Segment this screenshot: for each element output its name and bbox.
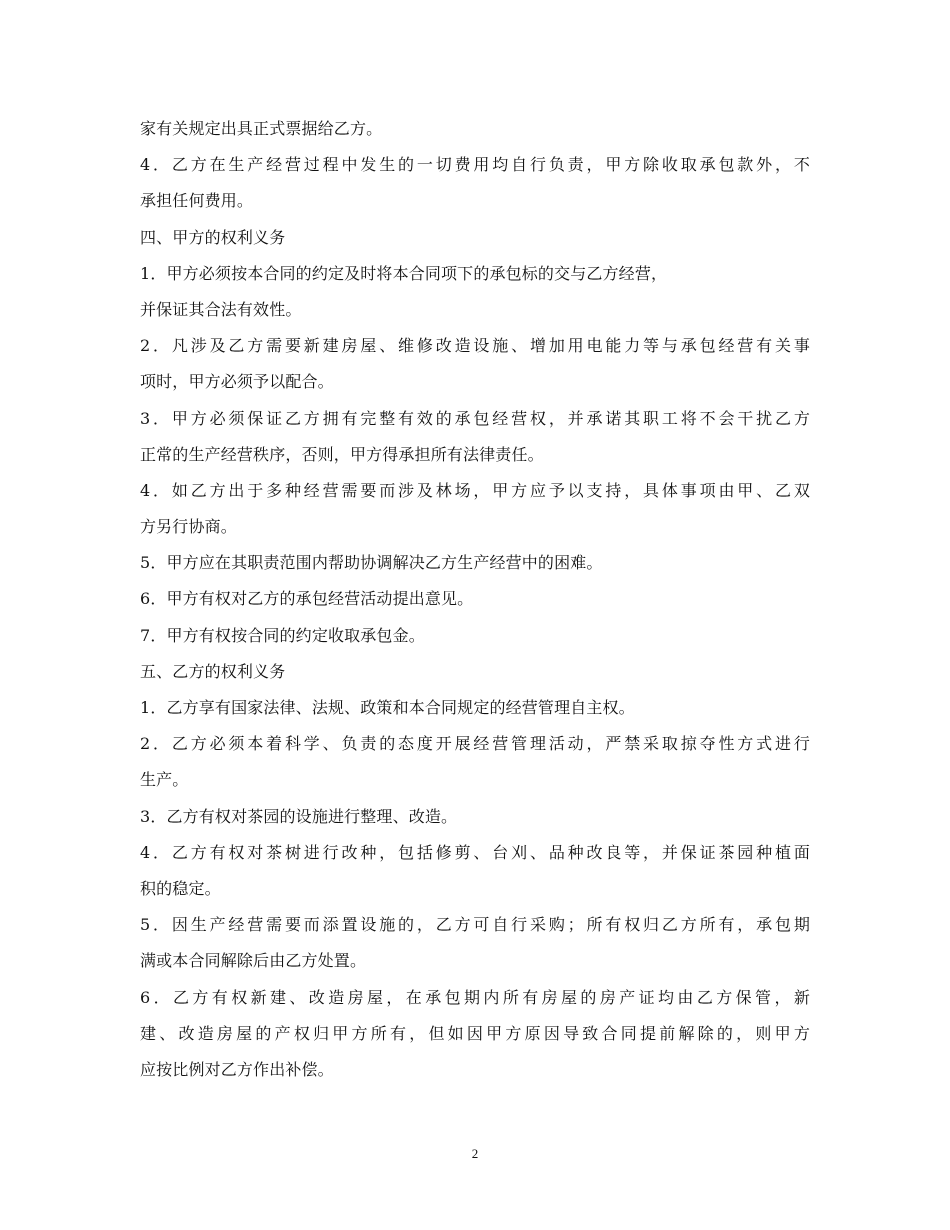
text-line: 正常的生产经营秩序，否则，甲方得承担所有法律责任。: [140, 444, 544, 464]
text-line: 2．乙方必须本着科学、负责的态度开展经营管理活动，严禁采取掠夺性方式进行: [140, 734, 810, 754]
page-number: 2: [471, 1146, 479, 1161]
text-line: 并保证其合法有效性。: [140, 299, 302, 319]
text-line: 5．因生产经营需要而添置设施的，乙方可自行采购；所有权归乙方所有，承包期: [140, 915, 810, 935]
text-line: 项时，甲方必须予以配合。: [140, 372, 334, 392]
text-line: 生产。: [140, 770, 189, 790]
text-line: 应按比例对乙方作出补偿。: [140, 1059, 334, 1079]
text-line: 4．乙方有权对茶树进行改种，包括修剪、台刈、品种改良等，并保证茶园种植面: [140, 842, 810, 862]
text-line: 6．乙方有权新建、改造房屋，在承包期内所有房屋的房产证均由乙方保管，新: [140, 987, 810, 1007]
text-line: 方另行协商。: [140, 517, 237, 537]
text-line: 建、改造房屋的产权归甲方所有，但如因甲方原因导致合同提前解除的，则甲方: [140, 1023, 810, 1043]
text-line: 4．如乙方出于多种经营需要而涉及林场，甲方应予以支持，具体事项由甲、乙双: [140, 480, 810, 500]
text-line: 五、乙方的权利义务: [140, 661, 286, 681]
text-line: 承担任何费用。: [140, 191, 254, 211]
text-line: 家有关规定出具正式票据给乙方。: [140, 119, 383, 138]
document-body: [140, 111, 810, 1088]
text-line: 2．凡涉及乙方需要新建房屋、维修改造设施、增加用电能力等与承包经营有关事: [140, 336, 810, 356]
text-line: 7．甲方有权按合同的约定收取承包金。: [140, 625, 425, 645]
text-line: 4．乙方在生产经营过程中发生的一切费用均自行负责，甲方除收取承包款外，不: [140, 155, 810, 175]
text-line: 3．乙方有权对茶园的设施进行整理、改造。: [140, 806, 458, 826]
text-line: 1．乙方享有国家法律、法规、政策和本合同规定的经营管理自主权。: [140, 698, 635, 717]
text-line: 满或本合同解除后由乙方处置。: [140, 951, 367, 971]
text-line: 四、甲方的权利义务: [140, 227, 286, 247]
text-line: 积的稳定。: [140, 878, 221, 898]
text-line: 3．甲方必须保证乙方拥有完整有效的承包经营权，并承诺其职工将不会干扰乙方: [140, 408, 810, 428]
text-line: 1．甲方必须按本合同的约定及时将本合同项下的承包标的交与乙方经营，: [140, 263, 668, 283]
text-line: 6．甲方有权对乙方的承包经营活动提出意见。: [140, 589, 474, 609]
text-line: 5．甲方应在其职责范围内帮助协调解决乙方生产经营中的困难。: [140, 553, 603, 573]
